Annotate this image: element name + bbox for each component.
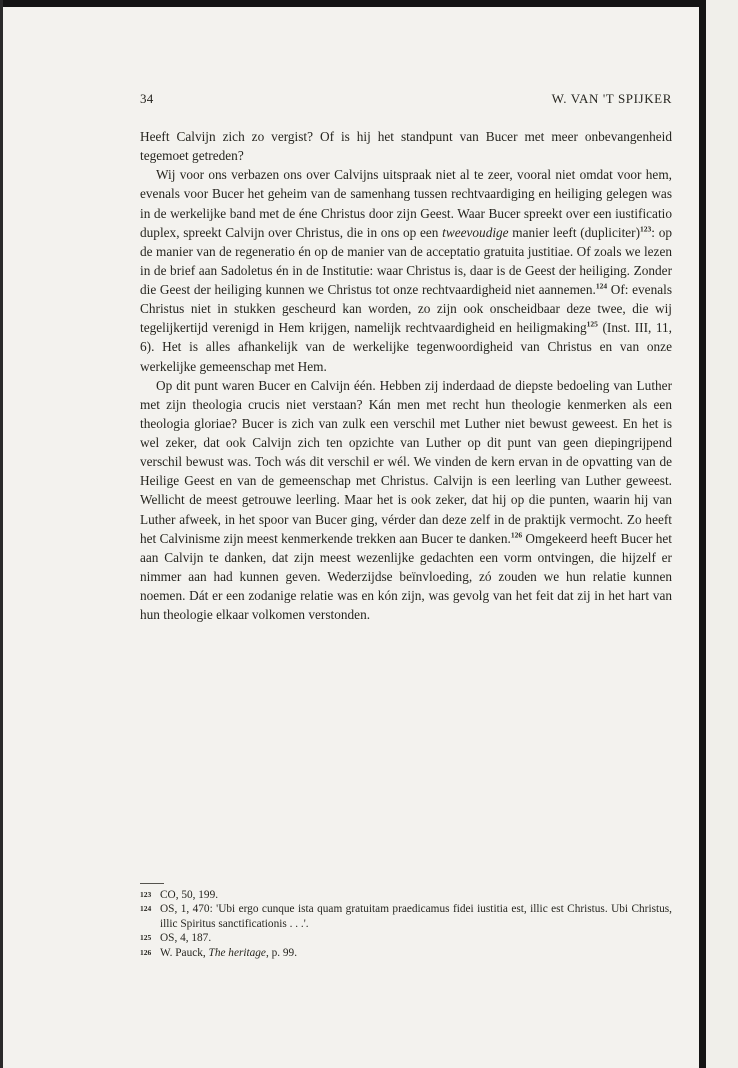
footnote-text-tail: , p. 99. xyxy=(265,946,298,959)
footnote-124 xyxy=(140,902,672,931)
paragraph-2-emphasis: tweevoudige xyxy=(442,224,509,240)
body-text xyxy=(140,127,672,624)
footnote-ref-124: 124 xyxy=(595,281,608,291)
paragraph-3 xyxy=(140,376,672,625)
footnote-ref-126: 126 xyxy=(510,530,523,540)
paragraph-2-text-c: : op de manier van de regeneratio én op de manier van de acceptatio gratuita justitiae. Of zoals we lezen in de brief aan Sadoletus én in de Institutie: waar Christus is, daar is de Geest der heiliging. Zonder die Geest der heiliging kunnen we Christus tot onze rechtvaardigheid niet aannemen. xyxy=(140,224,672,297)
footnote-123 xyxy=(140,888,672,902)
footnote-text: OS, 1, 470: 'Ubi ergo cunque ista quam gratuitam praedicamus fidei iustitia est, illic est Christus. Ubi Christus, illic Spiritus sanctificationis . . .'. xyxy=(160,903,672,930)
footnote-text: CO, 50, 199. xyxy=(160,889,219,901)
paragraph-3-text-b: Omgekeerd heeft Bucer het aan Calvijn te danken, dat zijn meest wezenlijke gedachten een vorm ontvingen, die hijzelf er nimmer aan had kunnen geven. Wederzijdse beïnvloeding, zó zouden we hun relatie kunnen noemen. Dát er een zodanige relatie was en kón zijn, was gevolg van het feit dat zij in het hart van hun theologie elkaar volkomen verstonden. xyxy=(140,530,672,623)
footnote-126 xyxy=(140,946,672,960)
footnotes xyxy=(140,888,672,960)
footnote-number: 125 xyxy=(140,933,152,943)
footnote-ref-125: 125 xyxy=(586,319,598,329)
page-number: 34 xyxy=(140,91,154,106)
paragraph-2 xyxy=(140,165,672,375)
scan-border-right xyxy=(699,0,706,1068)
footnote-ref-123: 123 xyxy=(640,224,652,234)
paragraph-2-text-e: (Inst. III, 11, 6). Het is alles afhankelijk van de werkelijke tegenwoordigheid van Christus en van onze werkelijke gemeenschap met Hem. xyxy=(140,320,673,374)
footnote-number: 126 xyxy=(140,947,152,957)
footnote-125 xyxy=(140,931,672,945)
paragraph-1 xyxy=(140,127,672,165)
running-head-author: W. VAN 'T SPIJKER xyxy=(551,91,672,106)
footnote-number: 124 xyxy=(140,904,152,914)
footnote-divider xyxy=(140,883,164,884)
paragraph-2-text-a: Wij voor ons verbazen ons over Calvijns uitspraak niet al te zeer, vooral niet omdat voor hem, evenals voor Bucer het geheim van de samenhang tussen rechtvaardiging en heiliging gelegen was in de werkelijke band met de éne Christus door zijn Geest. Waar Bucer spreekt over een iustificatio duplex, spreekt Calvijn over Christus, die in ons op een xyxy=(140,167,672,240)
scan-border-top xyxy=(0,0,706,7)
paragraph-2-text-d: Of: evenals Christus niet in stukken gescheurd kan worden, zo zijn ook onscheidbaar deze twee, die wij tegelijkertijd verenigd in Hem krijgen, namelijk rechtvaardigheid en heiligmaking xyxy=(140,282,673,336)
paragraph-1-text: Heeft Calvijn zich zo vergist? Of is hij het standpunt van Bucer met meer onbevangenheid tegemoet getreden? xyxy=(140,129,672,164)
paragraph-2-text-b: manier leeft (dupliciter) xyxy=(508,224,641,240)
footnote-text: W. Pauck, xyxy=(160,946,209,959)
footnote-text: OS, 4, 187. xyxy=(160,932,212,945)
footnote-title: The heritage xyxy=(208,946,266,959)
footnote-number: 123 xyxy=(140,890,152,899)
paragraph-3-text-a: Op dit punt waren Bucer en Calvijn één. Hebben zij inderdaad de diepste bedoeling van Luther met zijn theologia crucis niet verstaan? Kán men met recht hun theologie kenmerken als een theologia gloriae? Bucer is zich van zulk een verschil met Luther niet bewust geweest. En het is wel zeker, dat ook Calvijn zich ten opzichte van Luther op dit punt van geen diepingrijpend verschil bewust was. Toch wás dit verschil er wél. We vinden de kern ervan in de opvatting van de Heilige Geest en van de gemeenschap met Christus. Calvijn is een leerling van Luther geweest. Wellicht de meest getrouwe leerling. Maar het is ook zeker, dat hij op die punten, waarin hij van Luther afweek, in het spoor van Bucer ging, vérder dan deze zelf in de praktijk vermocht. Zo heeft het Calvinisme zijn meest kenmerkende trekken aan Bucer te danken. xyxy=(140,377,672,546)
